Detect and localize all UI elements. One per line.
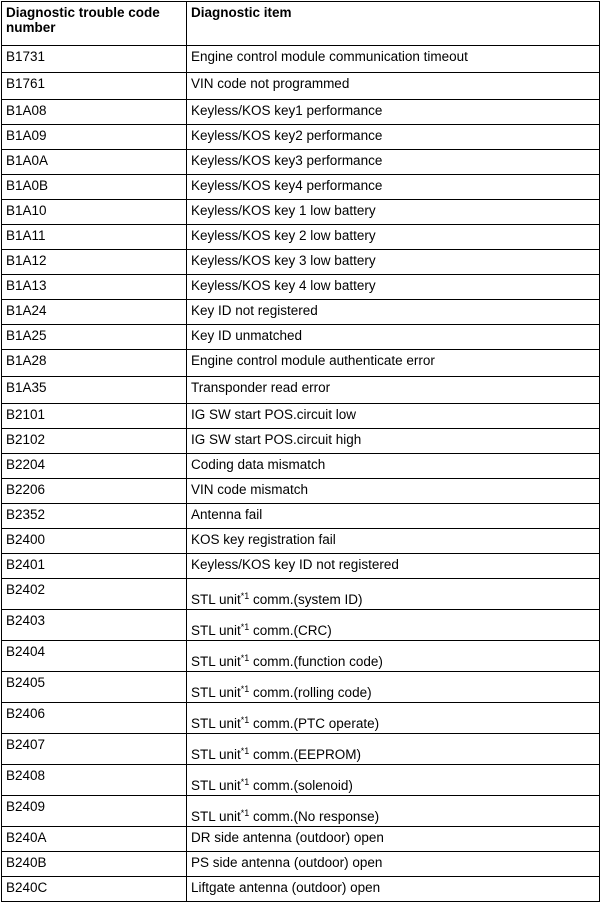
table-row xyxy=(2,377,600,404)
dtc-code-cell: B1A24 xyxy=(2,300,187,325)
dtc-code-cell: B2403 xyxy=(2,610,187,641)
dtc-code-cell: B2352 xyxy=(2,504,187,529)
table-row xyxy=(2,73,600,100)
table-row xyxy=(2,150,600,175)
dtc-item-cell: VIN code not programmed xyxy=(187,73,600,100)
table-body xyxy=(2,46,600,902)
dtc-item-cell: Keyless/KOS key 1 low battery xyxy=(187,200,600,225)
dtc-item-cell: Keyless/KOS key4 performance xyxy=(187,175,600,200)
table-row xyxy=(2,734,600,765)
dtc-item-cell: Keyless/KOS key 3 low battery xyxy=(187,250,600,275)
dtc-item-cell: Antenna fail xyxy=(187,504,600,529)
table-row xyxy=(2,703,600,734)
table-row xyxy=(2,125,600,150)
dtc-code-cell: B2405 xyxy=(2,672,187,703)
item-prefix: STL unit xyxy=(191,778,241,793)
dtc-code-cell: B2409 xyxy=(2,796,187,827)
footnote-marker: *1 xyxy=(240,622,250,632)
dtc-code-cell: B2102 xyxy=(2,429,187,454)
dtc-item-cell: PS side antenna (outdoor) open xyxy=(187,852,600,877)
dtc-code-cell: B240C xyxy=(2,877,187,902)
footnote-marker: *1 xyxy=(240,684,250,694)
dtc-item-cell: Engine control module authenticate error xyxy=(187,350,600,377)
dtc-code-cell: B1A11 xyxy=(2,225,187,250)
table-row xyxy=(2,275,600,300)
dtc-code-cell: B1A35 xyxy=(2,377,187,404)
dtc-item-cell: Transponder read error xyxy=(187,377,600,404)
dtc-item-cell xyxy=(187,734,600,765)
table-row xyxy=(2,429,600,454)
table-row xyxy=(2,479,600,504)
item-prefix: STL unit xyxy=(191,747,241,762)
item-prefix: STL unit xyxy=(191,623,241,638)
dtc-code-cell: B2206 xyxy=(2,479,187,504)
dtc-item-cell: Coding data mismatch xyxy=(187,454,600,479)
dtc-item-cell: Keyless/KOS key 2 low battery xyxy=(187,225,600,250)
dtc-code-cell: B2406 xyxy=(2,703,187,734)
dtc-code-cell: B1A25 xyxy=(2,325,187,350)
header-code: Diagnostic trouble code number xyxy=(2,2,187,46)
dtc-item-cell: IG SW start POS.circuit high xyxy=(187,429,600,454)
item-prefix: STL unit xyxy=(191,685,241,700)
dtc-code-cell: B2407 xyxy=(2,734,187,765)
dtc-code-cell: B2101 xyxy=(2,404,187,429)
table-row xyxy=(2,877,600,902)
table-row xyxy=(2,325,600,350)
item-suffix: comm.(solenoid) xyxy=(249,778,353,793)
dtc-item-cell: DR side antenna (outdoor) open xyxy=(187,827,600,852)
table-row xyxy=(2,610,600,641)
dtc-code-cell: B1A28 xyxy=(2,350,187,377)
table-row xyxy=(2,350,600,377)
footnote-marker: *1 xyxy=(240,777,250,787)
table-row xyxy=(2,46,600,73)
dtc-code-cell: B240A xyxy=(2,827,187,852)
item-suffix: comm.(PTC operate) xyxy=(249,716,380,731)
table-row xyxy=(2,300,600,325)
table-row xyxy=(2,852,600,877)
dtc-item-cell: KOS key registration fail xyxy=(187,529,600,554)
table-row xyxy=(2,672,600,703)
footnote-marker: *1 xyxy=(240,591,250,601)
dtc-item-cell xyxy=(187,703,600,734)
item-prefix: STL unit xyxy=(191,809,241,824)
table-row xyxy=(2,641,600,672)
dtc-item-cell xyxy=(187,672,600,703)
dtc-item-cell xyxy=(187,579,600,610)
item-suffix: comm.(rolling code) xyxy=(249,685,372,700)
dtc-code-cell: B1A0A xyxy=(2,150,187,175)
table-row xyxy=(2,579,600,610)
item-prefix: STL unit xyxy=(191,592,241,607)
dtc-code-cell: B1A13 xyxy=(2,275,187,300)
dtc-code-cell: B1A09 xyxy=(2,125,187,150)
table-row xyxy=(2,454,600,479)
dtc-item-cell: Keyless/KOS key 4 low battery xyxy=(187,275,600,300)
dtc-item-cell: Key ID not registered xyxy=(187,300,600,325)
table-row xyxy=(2,504,600,529)
dtc-code-cell: B2404 xyxy=(2,641,187,672)
dtc-code-cell: B2408 xyxy=(2,765,187,796)
dtc-item-cell xyxy=(187,610,600,641)
dtc-table xyxy=(1,1,600,902)
dtc-code-cell: B1A0B xyxy=(2,175,187,200)
item-suffix: comm.(EEPROM) xyxy=(249,747,362,762)
dtc-code-cell: B1A12 xyxy=(2,250,187,275)
dtc-code-cell: B2204 xyxy=(2,454,187,479)
dtc-item-cell: Engine control module communication timeout xyxy=(187,46,600,73)
footnote-marker: *1 xyxy=(240,746,250,756)
table-row xyxy=(2,100,600,125)
table-row xyxy=(2,404,600,429)
dtc-item-cell: Liftgate antenna (outdoor) open xyxy=(187,877,600,902)
dtc-code-cell: B1731 xyxy=(2,46,187,73)
dtc-code-cell: B1761 xyxy=(2,73,187,100)
dtc-item-cell: VIN code mismatch xyxy=(187,479,600,504)
item-prefix: STL unit xyxy=(191,654,241,669)
footnote-marker: *1 xyxy=(240,653,250,663)
dtc-item-cell: Keyless/KOS key1 performance xyxy=(187,100,600,125)
dtc-code-cell: B1A10 xyxy=(2,200,187,225)
item-suffix: comm.(No response) xyxy=(249,809,380,824)
footnote-marker: *1 xyxy=(240,715,250,725)
table-row xyxy=(2,200,600,225)
dtc-item-cell: IG SW start POS.circuit low xyxy=(187,404,600,429)
table-row xyxy=(2,529,600,554)
footnote-marker: *1 xyxy=(240,808,250,818)
dtc-item-cell: Keyless/KOS key3 performance xyxy=(187,150,600,175)
table-row xyxy=(2,225,600,250)
dtc-item-cell xyxy=(187,641,600,672)
item-suffix: comm.(function code) xyxy=(249,654,383,669)
item-prefix: STL unit xyxy=(191,716,241,731)
header-item: Diagnostic item xyxy=(187,2,600,46)
dtc-item-cell: Keyless/KOS key ID not registered xyxy=(187,554,600,579)
table-row xyxy=(2,765,600,796)
item-suffix: comm.(system ID) xyxy=(249,592,363,607)
dtc-item-cell xyxy=(187,765,600,796)
dtc-item-cell xyxy=(187,796,600,827)
table-row xyxy=(2,250,600,275)
table-header-row xyxy=(2,2,600,46)
item-suffix: comm.(CRC) xyxy=(249,623,332,638)
dtc-code-cell: B1A08 xyxy=(2,100,187,125)
dtc-code-cell: B2402 xyxy=(2,579,187,610)
dtc-item-cell: Key ID unmatched xyxy=(187,325,600,350)
table-row xyxy=(2,796,600,827)
table-row xyxy=(2,827,600,852)
dtc-code-cell: B2401 xyxy=(2,554,187,579)
table-row xyxy=(2,175,600,200)
table-row xyxy=(2,554,600,579)
dtc-item-cell: Keyless/KOS key2 performance xyxy=(187,125,600,150)
dtc-code-cell: B240B xyxy=(2,852,187,877)
dtc-code-cell: B2400 xyxy=(2,529,187,554)
